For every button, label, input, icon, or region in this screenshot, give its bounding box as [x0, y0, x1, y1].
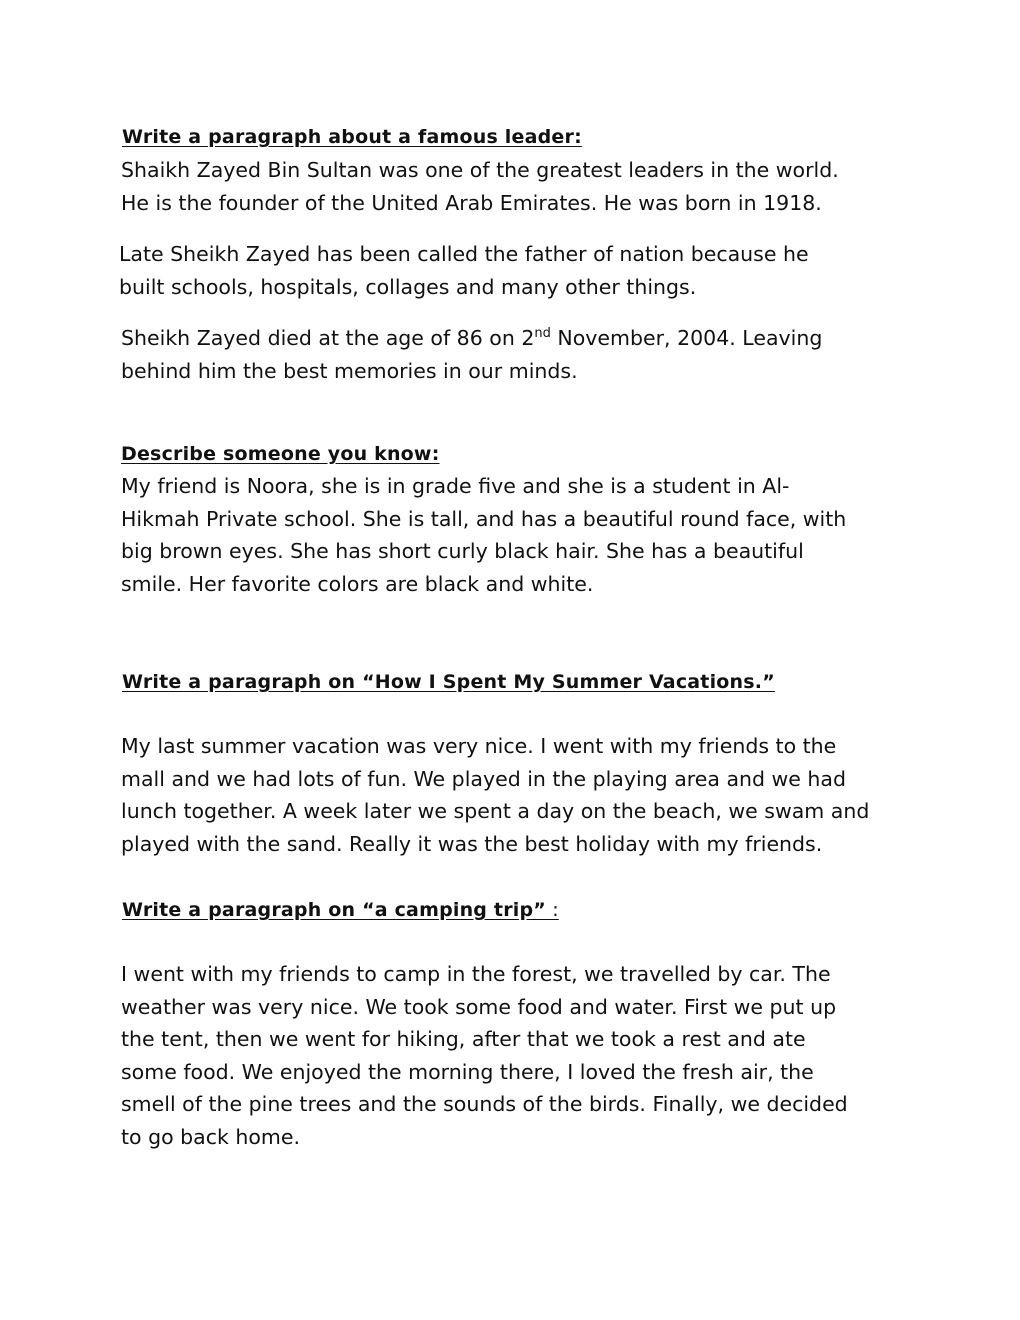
text-line: mall and we had lots of fun. We played in the playing area and we had: [121, 766, 846, 791]
heading-famous-leader: Write a paragraph about a famous leader:: [122, 126, 582, 148]
heading-colon: :: [545, 899, 559, 921]
text-segment: Sheikh Zayed died at the age of 86 on 2: [121, 326, 535, 350]
text-line: My last summer vacation was very nice. I went with my friends to the: [121, 734, 837, 758]
text-line: [121, 322, 911, 355]
text-line: some food. We enjoyed the morning there, I loved the fresh air, the: [121, 1059, 814, 1084]
paragraph-summer-vacation: [121, 730, 911, 860]
paragraph-leader-death: [121, 322, 911, 387]
heading-describe-someone: Describe someone you know:: [121, 443, 440, 465]
text-line: My friend is Noora, she is in grade five and she is a student in Al-: [121, 474, 790, 498]
text-line: Late Sheikh Zayed has been called the father of nation because he: [119, 242, 809, 266]
text-line: played with the sand. Really it was the best holiday with my friends.: [121, 831, 823, 856]
text-line: He is the founder of the United Arab Emirates. He was born in 1918.: [121, 190, 822, 215]
paragraph-camping-trip: [121, 958, 911, 1153]
text-line: the tent, then we went for hiking, after that we took a rest and ate: [121, 1027, 806, 1051]
text-line: weather was very nice. We took some food and water. First we put up: [121, 994, 837, 1019]
text-line: to go back home.: [121, 1124, 301, 1149]
ordinal-suffix: nd: [534, 326, 551, 342]
text-line: big brown eyes. She has short curly black hair. She has a beautiful: [121, 539, 804, 563]
paragraph-leader-father-of-nation: [119, 238, 909, 303]
text-line: I went with my friends to camp in the forest, we travelled by car. The: [121, 962, 831, 986]
text-segment: November, 2004. Leaving: [550, 326, 823, 350]
heading-summer-vacations: Write a paragraph on “How I Spent My Summer Vacations.”: [122, 671, 775, 693]
heading-text: Write a paragraph on “a camping trip”: [122, 899, 546, 921]
text-line: smell of the pine trees and the sounds of the birds. Finally, we decided: [121, 1092, 848, 1116]
text-line: Shaikh Zayed Bin Sultan was one of the greatest leaders in the world.: [121, 158, 839, 182]
text-line: built schools, hospitals, collages and many other things.: [119, 274, 697, 299]
paragraph-describe-noora: [121, 470, 911, 600]
text-line: smile. Her favorite colors are black and white.: [121, 571, 594, 596]
text-line: behind him the best memories in our minds.: [121, 358, 578, 383]
heading-camping-trip: [122, 899, 559, 921]
text-line: Hikmah Private school. She is tall, and has a beautiful round face, with: [121, 506, 847, 531]
text-line: lunch together. A week later we spent a day on the beach, we swam and: [121, 799, 870, 823]
paragraph-leader-intro: [121, 154, 911, 219]
